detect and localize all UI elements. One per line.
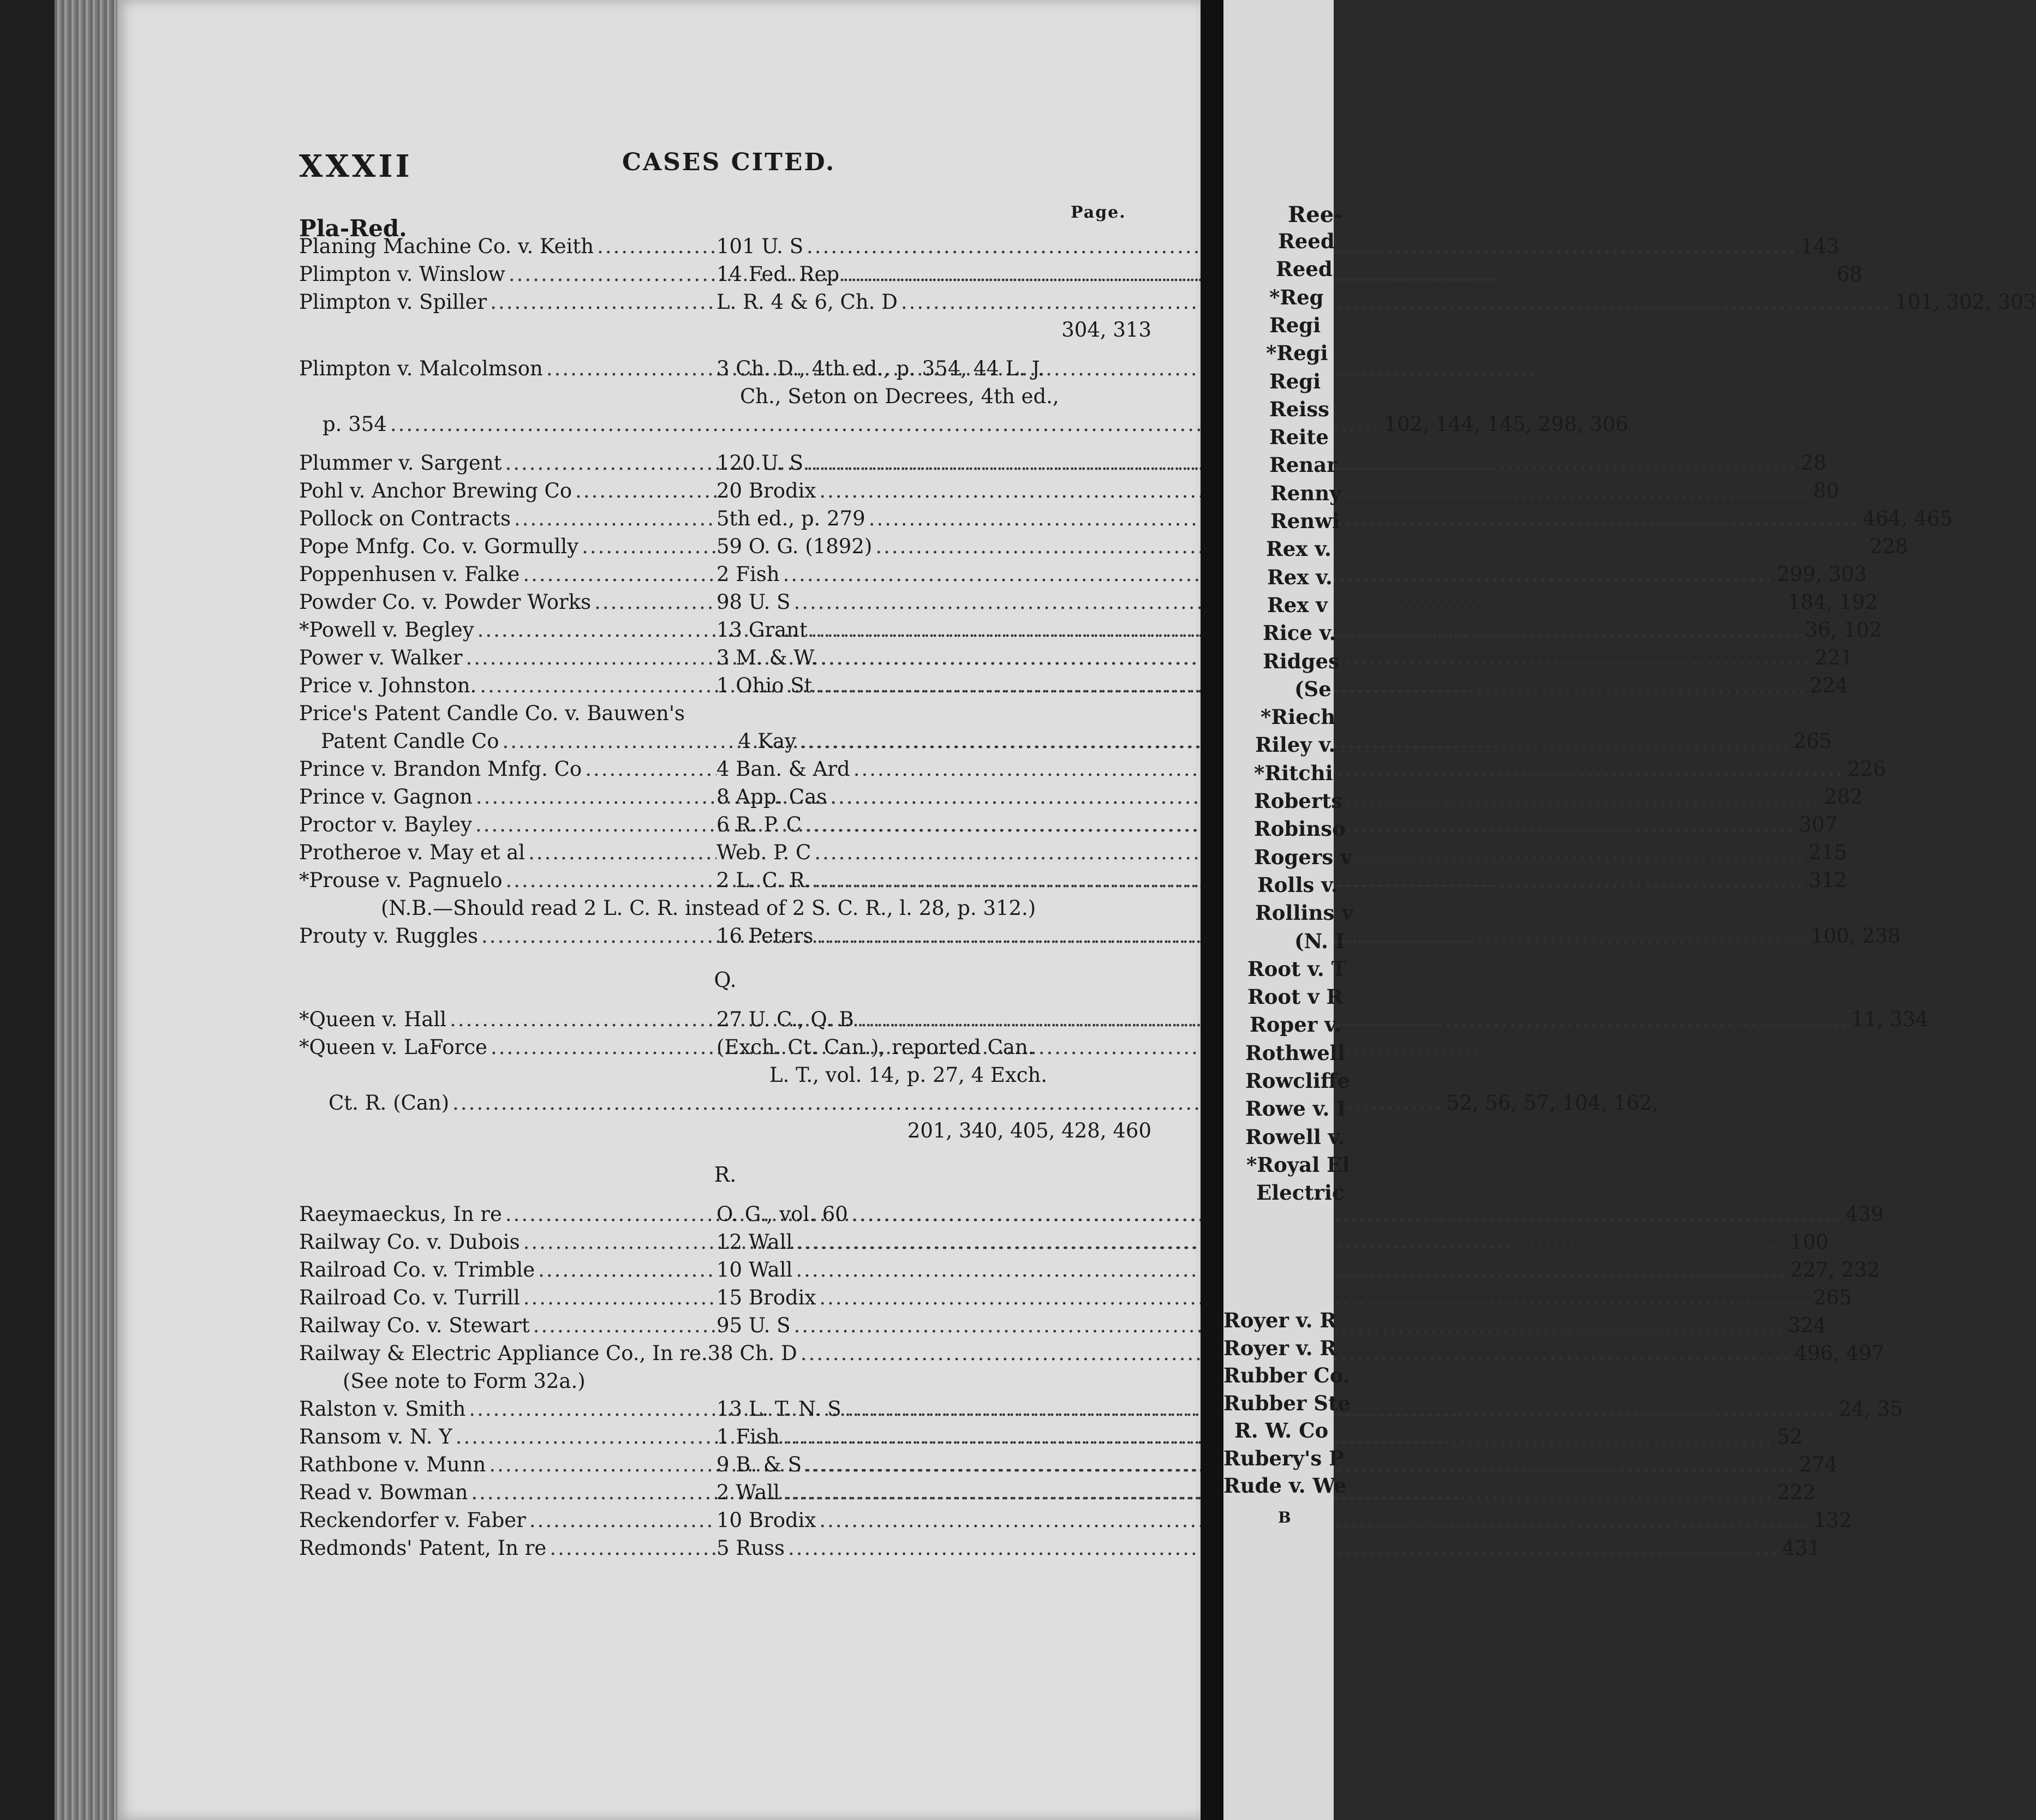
case-pages: 100, 238	[1811, 924, 1901, 948]
case-pages: 201, 340, 405, 428, 460	[907, 1119, 1151, 1142]
case-pages: 431	[1782, 1536, 1821, 1560]
case-citation: Web. P. C	[717, 841, 811, 864]
case-entry-continuation	[299, 318, 1151, 346]
case-name: Ralston v. Smith	[299, 1397, 466, 1421]
facing-page-line: Root v. T	[1247, 956, 1347, 981]
facing-page-line: *Reg	[1269, 285, 1324, 309]
case-entry-continuation	[299, 1119, 1151, 1147]
case-citation: 5 Russ	[717, 1536, 785, 1560]
facing-page-line: *Royal El	[1246, 1152, 1350, 1177]
case-pages: 282	[1824, 785, 1863, 809]
case-citation: 38 Ch. D	[707, 1342, 797, 1365]
facing-page-line: Renar	[1269, 453, 1338, 477]
facing-page-line: Rex v.	[1266, 537, 1332, 561]
case-name: Railway Co. v. Dubois	[299, 1230, 520, 1254]
case-name: Prince v. Gagnon	[299, 785, 473, 809]
erratum-note: (N.B.—Should read 2 L. C. R. instead of 2 S. C. R., l. 28, p. 312.)	[381, 896, 1036, 920]
range-heading: Pla-Red.	[299, 215, 407, 242]
case-entry	[299, 1035, 1151, 1063]
case-citation: 1 Fish	[717, 1425, 780, 1448]
case-name: Price's Patent Candle Co. v. Bauwen's	[299, 702, 685, 725]
facing-page-line: (Se	[1294, 676, 1332, 701]
case-name: Railroad Co. v. Turrill	[299, 1286, 520, 1309]
facing-page-line: Rollins v	[1255, 901, 1353, 925]
case-name: Protheroe v. May et al	[299, 841, 526, 864]
facing-page-line: Reed	[1276, 257, 1333, 282]
case-pages: 265	[1793, 729, 1832, 753]
case-citation: 2 Wall	[717, 1481, 780, 1504]
case-citation: (Exch. Ct. Can.), reported Can.	[717, 1035, 1035, 1059]
section-letter-r: R.	[714, 1163, 737, 1187]
case-pages: 464, 465	[1862, 507, 1953, 530]
case-name: Power v. Walker	[299, 646, 463, 669]
facing-page-line: Robinso	[1254, 817, 1346, 841]
facing-page-line: Royer v. R	[1223, 1308, 1337, 1332]
case-name: *Powell v. Begley	[299, 618, 474, 642]
case-name: Planing Machine Co. v. Keith	[299, 235, 594, 258]
facing-page-line: *Regi	[1266, 341, 1328, 366]
facing-page-line: Renny	[1270, 481, 1341, 505]
facing-page-line: Roper v.	[1250, 1013, 1341, 1037]
case-pages: 312	[1808, 869, 1847, 892]
case-citation: 14 Fed. Rep	[717, 262, 840, 286]
case-name: *Queen v. Hall	[299, 1008, 447, 1031]
case-citation: 2 Fish	[717, 562, 780, 586]
facing-page-line: Ridges	[1263, 649, 1340, 673]
facing-page-line: Rowcliffe	[1245, 1069, 1350, 1093]
case-citation: 4 Kay	[738, 729, 796, 753]
facing-page-line: Rowell v.	[1245, 1124, 1345, 1149]
case-pages: 11, 334	[1851, 1008, 1928, 1031]
case-pages: 184, 192	[1788, 590, 1878, 614]
page-column-heading: Page.	[1071, 203, 1126, 222]
case-pages: 221	[1814, 646, 1853, 669]
book-page-edges	[55, 0, 117, 1820]
case-pages: 307	[1799, 813, 1838, 836]
case-name: Redmonds' Patent, In re	[299, 1536, 547, 1560]
case-citation: 20 Brodix	[717, 479, 816, 502]
case-pages: 224	[1810, 674, 1848, 697]
facing-page-line: (N. I	[1294, 929, 1345, 953]
case-citation: 12 Wall	[717, 1230, 793, 1254]
case-entry	[299, 1258, 1880, 1286]
case-citation: 101 U. S	[717, 235, 804, 258]
case-pages: 80	[1813, 479, 1840, 502]
case-entry	[299, 357, 1151, 385]
case-name: Railway Co. v. Stewart	[299, 1314, 530, 1337]
case-name: Price v. Johnston.	[299, 674, 477, 697]
case-pages: 102, 144, 145, 298, 306	[1384, 412, 1628, 436]
facing-page-line: Rubber Co.	[1223, 1363, 1350, 1387]
facing-page-line: *Ritchi	[1254, 761, 1333, 785]
case-pages: 274	[1799, 1453, 1838, 1476]
facing-page-line: Reed	[1278, 229, 1335, 253]
case-pages: 24, 35	[1838, 1397, 1903, 1421]
case-pages: 222	[1777, 1481, 1816, 1504]
case-pages: 324	[1788, 1314, 1826, 1337]
case-name: Read v. Bowman	[299, 1481, 468, 1504]
case-name: *Prouse v. Pagnuelo	[299, 869, 503, 892]
facing-page-line: Rex v	[1267, 592, 1328, 617]
case-citation: 9 B. & S	[717, 1453, 802, 1476]
case-name: Ransom v. N. Y	[299, 1425, 452, 1448]
case-pages: 143	[1800, 235, 1840, 258]
case-pages: 52, 56, 57, 104, 162,	[1446, 1091, 1659, 1115]
case-name: Plummer v. Sargent	[299, 451, 502, 475]
case-citation: 6 R. P. C	[717, 813, 802, 836]
facing-page-line: Rude v. We	[1223, 1474, 1347, 1498]
facing-page-line: *Riech	[1261, 705, 1336, 729]
case-pages: 304, 313	[1061, 318, 1151, 342]
facing-page-line: Rubber Ste	[1223, 1391, 1351, 1415]
case-name: *Queen v. LaForce	[299, 1035, 487, 1059]
running-title: CASES CITED.	[622, 148, 836, 176]
facing-page-line: Reite	[1269, 425, 1329, 450]
case-name: Pollock on Contracts	[299, 507, 511, 530]
case-citation: O. G., vol. 60	[717, 1202, 848, 1226]
book-edge-dark	[0, 0, 55, 1820]
case-pages: 28	[1800, 451, 1826, 475]
case-pages: 36, 102	[1805, 618, 1882, 642]
case-entry	[299, 1230, 1829, 1258]
case-citation: 98 U. S	[717, 590, 791, 614]
case-name: Powder Co. v. Powder Works	[299, 590, 592, 614]
case-pages: 68	[1836, 262, 1862, 286]
case-citation: 1 Ohio St	[717, 674, 813, 697]
case-name: Raeymaeckus, In re	[299, 1202, 502, 1226]
case-name: Patent Candle Co	[321, 729, 499, 753]
case-pages: 496, 497	[1794, 1342, 1885, 1365]
case-entry	[299, 1536, 1821, 1564]
case-entry	[299, 1508, 1852, 1536]
case-citation: 3 Ch. D., 4th ed., p. 354, 44 L. J.	[717, 357, 1045, 380]
case-pages: 227, 232	[1790, 1258, 1880, 1282]
facing-page-heading: Ree-	[1288, 202, 1343, 228]
case-entry	[299, 1286, 1852, 1314]
facing-page	[1223, 0, 1353, 1820]
case-pages: 226	[1847, 757, 1886, 781]
facing-page-line: Rice v.	[1263, 621, 1336, 645]
facing-page-line: Rogers v	[1254, 845, 1352, 869]
case-name: Pope Mnfg. Co. v. Gormully	[299, 535, 579, 558]
case-name: Proctor v. Bayley	[299, 813, 472, 836]
facing-page-line: Rothwell	[1245, 1040, 1345, 1065]
case-citation: 13 Grant	[717, 618, 808, 642]
facing-page-line: Root v R	[1247, 985, 1344, 1009]
facing-page-line: Riley v.	[1255, 733, 1336, 757]
facing-page-line: Regi	[1269, 313, 1321, 337]
facing-page-line: Reiss	[1269, 397, 1330, 421]
case-citation: 8 App. Cas	[717, 785, 827, 809]
case-citation: 120 U. S	[717, 451, 804, 475]
case-pages: 215	[1808, 841, 1847, 864]
case-citation: 13 L. T. N. S	[717, 1397, 841, 1421]
case-citation-continued: p. 354	[323, 412, 387, 436]
case-name: Reckendorfer v. Faber	[299, 1508, 526, 1532]
signature-mark: B	[1278, 1508, 1291, 1526]
facing-page-line: Rolls v.	[1257, 872, 1338, 897]
case-citation: 4 Ban. & Ard	[717, 757, 850, 781]
facing-page-line: Rex v.	[1267, 565, 1333, 589]
case-pages: 101, 302, 303	[1895, 290, 2036, 314]
facing-page-line: R. W. Co	[1234, 1418, 1329, 1442]
book-gutter	[1201, 0, 1223, 1820]
case-citation: 95 U. S	[717, 1314, 791, 1337]
case-citation-continued: Ct. R. (Can)	[329, 1091, 450, 1115]
case-citation: 15 Brodix	[717, 1286, 816, 1309]
case-pages: 132	[1813, 1508, 1852, 1532]
case-citation-continued: L. T., vol. 14, p. 27, 4 Exch.	[769, 1063, 1048, 1087]
case-name: Railroad Co. v. Trimble	[299, 1258, 535, 1282]
case-name: Rathbone v. Munn	[299, 1453, 486, 1476]
case-name: Plimpton v. Malcolmson	[299, 357, 543, 380]
case-pages: 100	[1790, 1230, 1829, 1254]
case-citation: 59 O. G. (1892)	[717, 535, 873, 558]
facing-page-line: Rubery's P	[1223, 1446, 1344, 1470]
case-citation: 5th ed., p. 279	[717, 507, 865, 530]
case-citation-continued: Ch., Seton on Decrees, 4th ed.,	[740, 385, 1059, 408]
case-name: Pohl v. Anchor Brewing Co	[299, 479, 572, 502]
case-name: Railway & Electric Appliance Co., In re.	[299, 1342, 708, 1365]
case-pages: 439	[1845, 1202, 1884, 1226]
case-name: Prouty v. Ruggles	[299, 924, 479, 948]
section-letter-q: Q.	[714, 968, 737, 992]
facing-page-line: Regi	[1269, 369, 1321, 393]
facing-page-line: Renwi	[1270, 509, 1340, 533]
case-name: Poppenhusen v. Falke	[299, 562, 520, 586]
case-citation: 27 U. C., Q. B	[717, 1008, 854, 1031]
case-citation: 10 Wall	[717, 1258, 793, 1282]
case-citation: 10 Brodix	[717, 1508, 816, 1532]
case-pages: 265	[1813, 1286, 1852, 1309]
case-pages: 228	[1869, 535, 1908, 558]
page-number: XXXII	[299, 148, 413, 184]
facing-page-line: Electric	[1256, 1181, 1345, 1205]
case-citation: L. R. 4 & 6, Ch. D	[717, 290, 898, 314]
case-pages: 299, 303	[1777, 562, 1867, 586]
case-name: Plimpton v. Winslow	[299, 262, 505, 286]
case-citation: 2 L. C. R.	[717, 869, 811, 892]
facing-page-line: Royer v. R	[1223, 1336, 1337, 1360]
facing-page-line: Rowe v. I	[1245, 1097, 1346, 1121]
form-note: (See note to Form 32a.)	[343, 1369, 586, 1393]
facing-page-line: Roberts	[1254, 789, 1343, 813]
case-entry	[299, 1202, 1884, 1230]
case-citation: 16 Peters	[717, 924, 814, 948]
case-name: Plimpton v. Spiller	[299, 290, 487, 314]
case-name: Prince v. Brandon Mnfg. Co	[299, 757, 582, 781]
case-citation: 3 M. & W.	[717, 646, 817, 669]
case-pages: 52	[1777, 1425, 1803, 1448]
